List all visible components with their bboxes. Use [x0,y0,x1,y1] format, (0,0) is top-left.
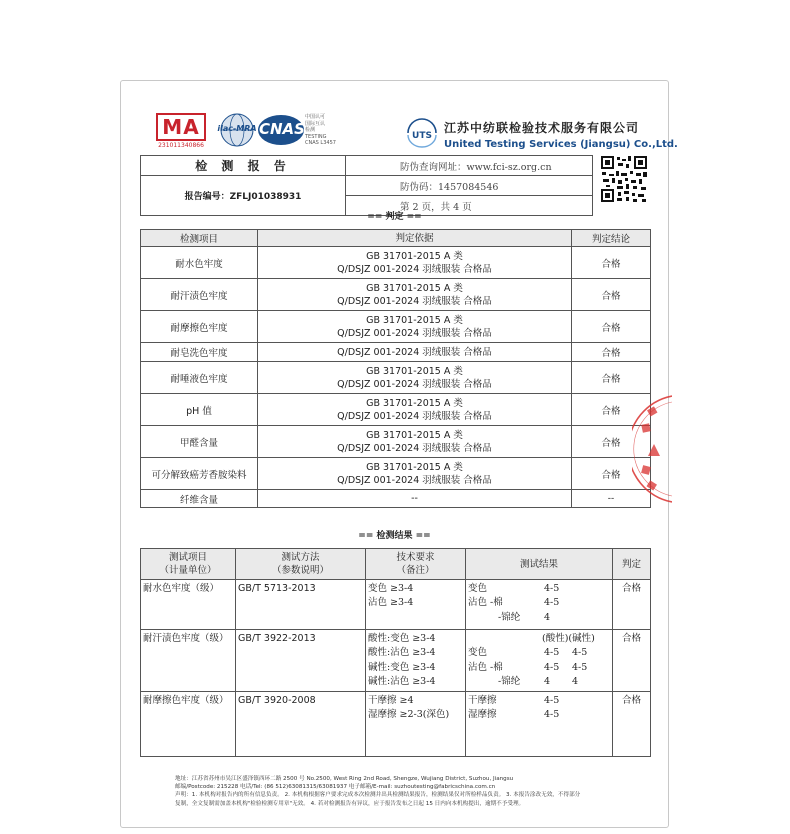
item-cell: 纤维含量 [141,490,258,508]
footer-address: 地址：江苏省苏州市吴江区盛泽镇西环二路 2500 号 No.2500, West Ring 2nd Road, Shengze, Wujiang District, Suzhou, Jiangsu [175,776,514,782]
result-cell: -- [572,490,651,508]
basis-cell [258,490,572,508]
basis-cell [258,311,572,343]
result-value: 沾色 -棉 [468,597,503,609]
result-cell: 合格 [572,394,651,426]
requirement-line: 碱性:变色 ≥3-4 [368,661,436,673]
cma-logo [156,113,206,151]
result-value: 4-5 [544,709,560,721]
company-name-cn: 江苏中纺联检验技术服务有限公司 [444,121,640,135]
basis-line: GB 31701-2015 A 类 [366,250,463,262]
header-line: 测试方法 [281,552,320,563]
anti-fake-code: 防伪码：1457084546 [346,176,593,196]
test-item-cell: 耐摩擦色牢度（级） [141,692,236,757]
verdict-cell: 合格 [613,630,651,692]
basis-line: GB 31701-2015 A 类 [366,314,463,326]
result-cell: 合格 [572,279,651,311]
item-cell: 耐水色牢度 [141,247,258,279]
cnas-line: 检测 [305,127,316,133]
result-value: 4-5 [544,695,560,707]
cma-logo-text: MA [156,113,206,141]
footer-statement: 复制，全文复制需加盖本机构"检验检测专用章"无效。 4. 若对检测报告有异议，应于报告发布之日起 15 日内向本机构提出，逾期不予受理。 [175,800,525,807]
judgement-section-title: == 判定 == [367,212,422,222]
requirement-line: 干摩擦 ≥4 [368,695,414,707]
result-cell: 合格 [572,426,651,458]
results-table [140,548,651,757]
requirement-line: 变色 ≥3-4 [368,583,414,594]
item-cell: 可分解致癌芳香胺染料 [141,458,258,490]
header-cell [366,549,466,580]
report-number: 报告编号：ZFLJ01038931 [141,176,346,216]
result-cell: 合格 [572,458,651,490]
requirement-line: 酸性:变色 ≥3-4 [368,633,436,644]
header-cell [236,549,366,580]
cnas-line: 中国认可 [305,114,326,120]
company-block [444,119,678,150]
result-cell: 合格 [572,343,651,362]
result-value: 干摩擦 [468,695,497,707]
basis-line: Q/DSJZ 001-2024 羽绒服装 合格品 [337,263,492,275]
basis-line: GB 31701-2015 A 类 [366,282,463,294]
company-name-en: United Testing Services (Jiangsu) Co.,Ltd. [444,139,678,150]
inspection-stamp [632,394,672,504]
basis-line: Q/DSJZ 001-2024 羽绒服装 合格品 [337,295,492,307]
header-cell [141,549,236,580]
result-cell [466,580,613,630]
basis-line: -- [411,493,418,504]
table-header-row [141,230,651,247]
requirement-line: 湿摩擦 ≥2-3(深色) [368,709,450,721]
result-value: 4-5 [572,661,588,673]
page-number: 第 2 页，共 4 页 [346,196,593,216]
table-row [141,692,651,757]
result-value: 4-5 [544,597,560,609]
requirement-cell [366,580,466,630]
header-cell: 判定结论 [572,230,651,247]
result-cell: 合格 [572,311,651,343]
result-value: 4 [544,675,551,687]
requirement-line: 沾色 ≥3-4 [368,597,414,609]
table-row [141,394,651,426]
result-cell [466,692,613,757]
result-value: (酸性)(碱性) [542,633,595,644]
cnas-side-text [305,114,345,147]
table-row [141,458,651,490]
table-row [141,247,651,279]
query-site: 防伪查询网址：www.fci-sz.org.cn [346,156,593,176]
footer-statement: 声明：1. 本机构对报告内的所有信息负责。 2. 本机构根据客户要求完成本次检测并出具检测结果报告，检测结果仅对所检样品负责。 3. 本报告涂改无效，不得部分 [175,792,581,799]
requirement-cell [366,692,466,757]
basis-line: Q/DSJZ 001-2024 羽绒服装 合格品 [337,442,492,454]
table-header-row [141,549,651,580]
result-value: 变色 [468,647,488,659]
basis-line: Q/DSJZ 001-2024 羽绒服装 合格品 [337,346,492,358]
method-cell: GB/T 5713-2013 [236,580,366,630]
judgement-table [140,229,651,508]
basis-cell [258,247,572,279]
result-value: 4 [544,611,551,623]
basis-cell [258,426,572,458]
header-line: （备注） [396,565,435,576]
header-line: （参数说明） [271,565,329,576]
basis-line: Q/DSJZ 001-2024 羽绒服装 合格品 [337,474,492,486]
ilac-logo-text: ilac-MRA [217,124,257,133]
uts-logo [404,117,440,149]
header-cell: 判定依据 [258,230,572,247]
table-row [141,426,651,458]
table-row [141,580,651,630]
basis-line: GB 31701-2015 A 类 [366,397,463,409]
item-cell: 耐皂洗色牢度 [141,343,258,362]
item-cell: 甲醛含量 [141,426,258,458]
table-row [141,362,651,394]
result-value: -锦纶 [498,675,521,687]
item-cell: 耐汗渍色牢度 [141,279,258,311]
table-row [141,311,651,343]
table-row [141,343,651,362]
cnas-line: 国际互认 [305,120,326,127]
basis-cell [258,362,572,394]
footer-contact: 邮编/Postcode: 215228 电话/Tel: (86 512)63081315/63081937 电子邮箱/E-mail: suzhoutesting@fabricschina.com.cn [175,784,496,791]
item-cell: 耐唾液色牢度 [141,362,258,394]
cnas-line: CNAS L3457 [305,140,336,146]
report-info-box [140,155,593,216]
result-cell [466,630,613,692]
requirement-line: 酸性:沾色 ≥3-4 [368,647,436,659]
header-line: 技术要求 [396,552,435,563]
header-cell: 检测项目 [141,230,258,247]
item-cell: 耐摩擦色牢度 [141,311,258,343]
table-row [141,279,651,311]
cnas-logo [257,113,305,147]
basis-cell [258,343,572,362]
basis-cell [258,394,572,426]
cnas-logo-text: CNAS [259,120,305,138]
basis-line: Q/DSJZ 001-2024 羽绒服装 合格品 [337,378,492,390]
verdict-cell: 合格 [613,580,651,630]
header-line: 测试项目 [168,552,207,563]
method-cell: GB/T 3922-2013 [236,630,366,692]
verdict-cell: 合格 [613,692,651,757]
uts-logo-icon [404,117,440,149]
test-item-cell: 耐水色牢度（级） [141,580,236,630]
header-line: （计量单位） [159,565,217,576]
result-value: 4-5 [544,647,560,659]
header-cell: 判定 [613,549,651,580]
uts-logo-text: UTS [412,131,432,141]
result-value: 沾色 -棉 [468,661,503,673]
table-row [141,630,651,692]
result-cell: 合格 [572,247,651,279]
basis-cell [258,279,572,311]
basis-line: Q/DSJZ 001-2024 羽绒服装 合格品 [337,410,492,422]
result-value: 变色 [468,583,488,594]
footer [175,775,635,808]
header-cell: 测试结果 [466,549,613,580]
method-cell: GB/T 3920-2008 [236,692,366,757]
result-value: 4-5 [544,661,560,673]
result-value: 4-5 [572,647,588,659]
basis-line: GB 31701-2015 A 类 [366,365,463,377]
basis-cell [258,458,572,490]
result-value: 4-5 [544,583,560,594]
requirement-line: 碱性:沾色 ≥3-4 [368,675,436,687]
basis-line: Q/DSJZ 001-2024 羽绒服装 合格品 [337,327,492,339]
item-cell: pH 值 [141,394,258,426]
cma-number: 231011340866 [158,142,204,149]
result-value: 湿摩擦 [468,709,497,721]
requirement-cell [366,630,466,692]
basis-line: GB 31701-2015 A 类 [366,429,463,441]
cnas-line: TESTING [305,133,327,140]
qr-code-icon [600,155,648,203]
table-row [141,490,651,508]
result-value: 4 [572,675,579,687]
basis-line: GB 31701-2015 A 类 [366,461,463,473]
result-cell: 合格 [572,362,651,394]
report-title: 检 测 报 告 [141,156,346,176]
test-item-cell: 耐汗渍色牢度（级） [141,630,236,692]
ilac-logo [217,112,257,148]
results-section-title: == 检测结果 == [358,531,431,541]
result-value: -锦纶 [498,611,521,623]
